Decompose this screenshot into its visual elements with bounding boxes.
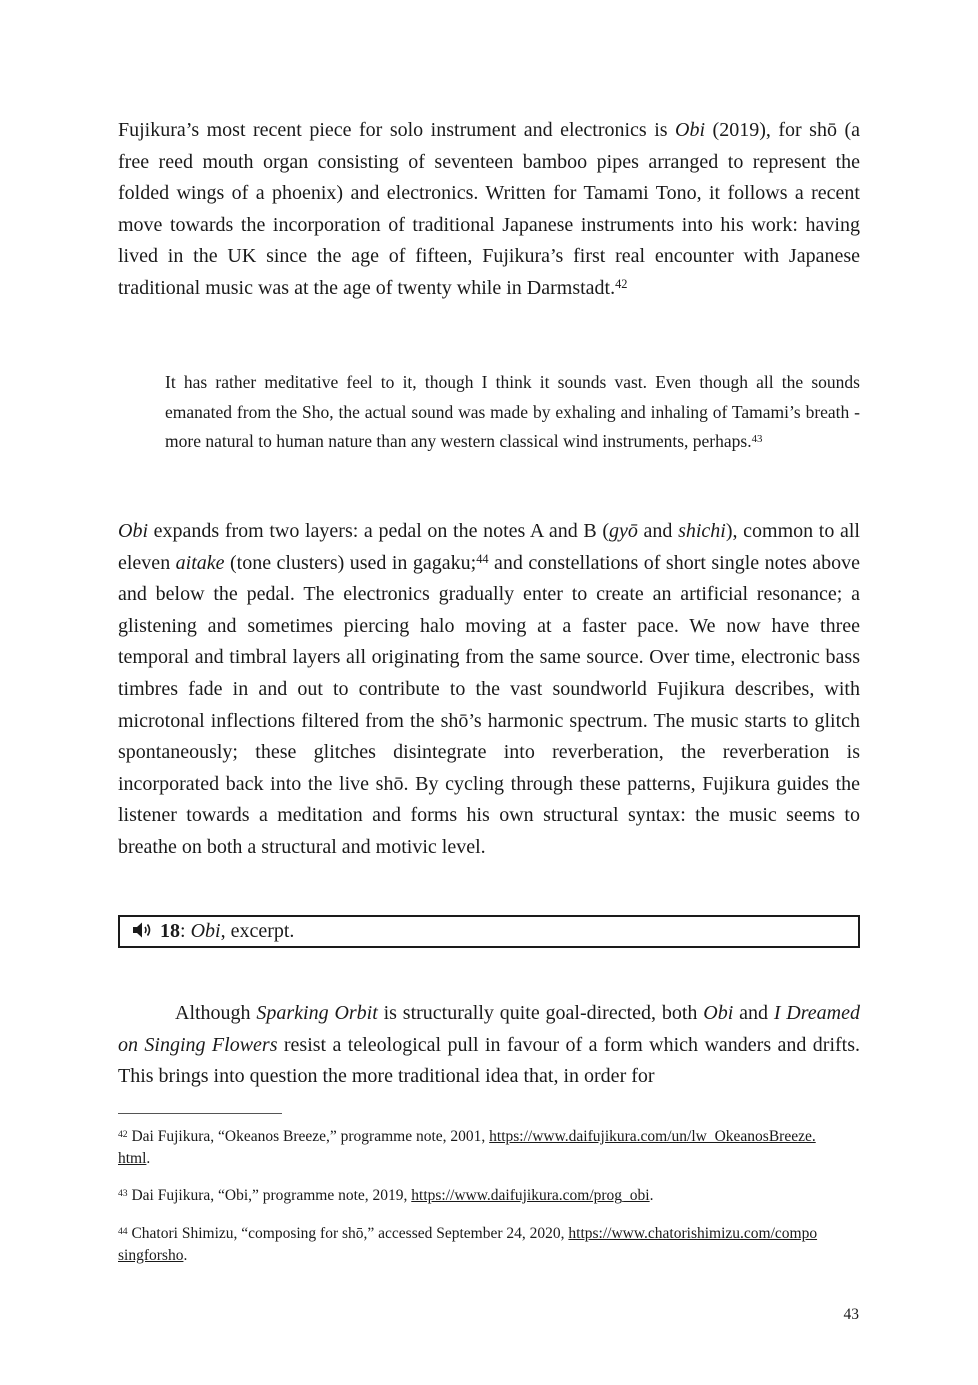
block-quote <box>165 368 860 457</box>
footnote-ref-43[interactable]: 43 <box>751 433 763 446</box>
speaker-icon[interactable] <box>132 921 154 939</box>
audio-example-number: 18 <box>160 920 180 942</box>
footnote-44 <box>118 1223 818 1267</box>
footnote-link[interactable]: https://www.daifujikura.com/prog_obi <box>411 1187 650 1204</box>
footnote-42 <box>118 1126 818 1170</box>
footnote-end: . <box>146 1150 151 1167</box>
paragraph-text: Fujikura’s most recent piece for solo instrument and electronics is <box>118 119 676 141</box>
quote-text: It has rather meditative feel to it, though I think it sounds vast. Even though all the sounds emanated from the Sho, the actual sound was made by exhaling and inhaling of Tamami’s breath - more natural to human nature than any western classical wind instruments, perhaps. <box>165 372 860 452</box>
footnote-text: Dai Fujikura, “Okeanos Breeze,” programme note, 2001, <box>127 1128 490 1145</box>
paragraph-text: expands from two layers: a pedal on the notes A and B ( <box>148 520 610 542</box>
audio-example-title: Obi <box>190 920 221 942</box>
footnote-number: 42 <box>118 1128 128 1140</box>
footnote-divider <box>118 1113 282 1114</box>
footnote-link[interactable]: https://www.chatorishimizu.com/composingforsho <box>118 1225 818 1264</box>
footnote-end: . <box>183 1247 188 1264</box>
paragraph-obi-layers <box>118 516 860 864</box>
term-aitake: aitake <box>175 551 225 574</box>
footnote-number: 43 <box>118 1187 128 1199</box>
paragraph-obi-intro <box>118 115 860 305</box>
paragraph-text: and <box>733 1002 774 1024</box>
audio-example-box[interactable] <box>118 915 860 948</box>
work-title-obi: Obi <box>703 1002 734 1024</box>
paragraph-text: (2019), for shō (a free reed mouth organ consisting of seventeen bamboo pipes arranged to represent the folded wings of a phoenix) and electronics. Written for Tamami Tono, it follows a recent move towards the incorporation of traditional Japanese instruments into his work: having lived in the UK since the age of fifteen, Fujikura’s first real encounter with Japanese traditional music was at the age of twenty while in Darmstadt. <box>118 119 860 299</box>
paragraph-text: ), common to all eleven <box>118 520 860 574</box>
term-shichi: shichi <box>678 520 726 542</box>
work-title-dreamed-flowers: I Dreamed on Singing Flowers <box>118 1002 860 1056</box>
footnote-text: Dai Fujikura, “Obi,” programme note, 2019, <box>127 1187 412 1204</box>
footnote-end: . <box>649 1187 654 1204</box>
paragraph-teleology <box>118 998 860 1093</box>
paragraph-text: resist a teleological pull in favour of a form which wanders and drifts. This brings into question the more traditional idea that, in order for <box>118 1033 861 1088</box>
work-title-obi: Obi <box>675 119 706 141</box>
paragraph-text: and <box>637 520 679 542</box>
paragraph-text: (tone clusters) used in gagaku; <box>224 551 477 574</box>
work-title-obi: Obi <box>118 520 148 542</box>
footnote-43 <box>118 1185 818 1207</box>
paragraph-text: is structurally quite goal-directed, both <box>377 1002 704 1024</box>
footnote-number: 44 <box>118 1225 128 1237</box>
audio-separator: : <box>180 920 191 942</box>
term-gyo: gyō <box>609 520 638 542</box>
work-title-sparking-orbit: Sparking Orbit <box>256 1002 378 1024</box>
paragraph-text: and constellations of short single notes above and below the pedal. The electronics gradually enter to create an artificial resonance; a glistening and sometimes piercing halo moving at a faster pace. We now have three temporal and timbral layers all originating from the same source. Over time, electronic bass timbres fade in and out to contribute to the vast soundworld Fujikura describes, with microtonal inflections filtered from the shō’s harmonic spectrum. The music starts to glitch spontaneously; these glitches disintegrate into reverberation, the reverberation is incorporated back into the live shō. By cycling through these patterns, Fujikura guides the listener towards a meditation and forms his own structural syntax: the music seems to breathe on both a structural and motivic level. <box>118 551 861 858</box>
footnote-ref-44[interactable]: 44 <box>476 552 489 567</box>
footnote-ref-42[interactable]: 42 <box>615 277 628 292</box>
paragraph-text: Although <box>175 1002 257 1024</box>
page-number: 43 <box>843 1306 859 1323</box>
footnote-link[interactable]: https://www.daifujikura.com/un/lw_OkeanosBreeze.html <box>118 1128 816 1167</box>
audio-example-caption: , excerpt. <box>220 920 295 942</box>
footnote-text: Chatori Shimizu, “composing for shō,” accessed September 24, 2020, <box>127 1225 569 1242</box>
